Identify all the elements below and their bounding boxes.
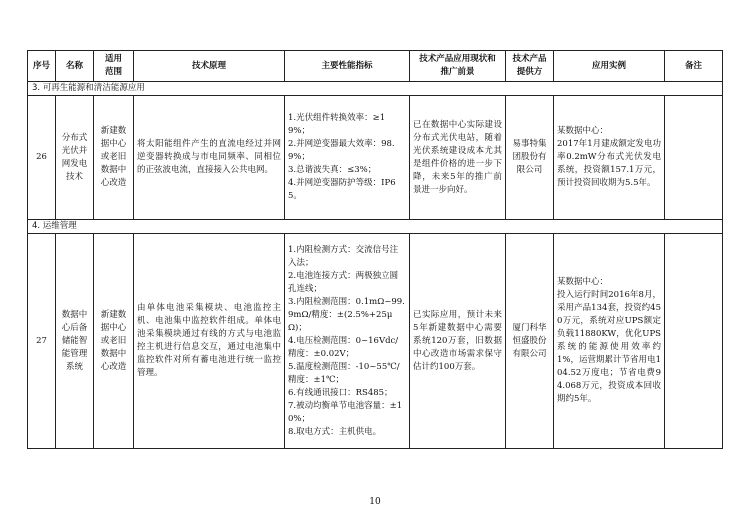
col-header-metrics: 主要性能指标 bbox=[285, 51, 410, 82]
metric-item: 4.并网逆变器防护等级：IP65。 bbox=[288, 178, 396, 201]
metric-item: 7.被动均衡单节电池容量：±10%； bbox=[288, 400, 403, 424]
metric-item: 8.取电方式：主机供电。 bbox=[288, 426, 382, 437]
metric-item: 6.有线通讯接口：RS485； bbox=[288, 387, 393, 398]
metric-item: 1.内阻检测方式：交流信号注入法； bbox=[288, 244, 399, 268]
col-header-example: 应用实例 bbox=[554, 51, 665, 82]
col-header-scope: 适用 范围 bbox=[94, 51, 134, 82]
section-title: 3. 可再生能源和清洁能源应用 bbox=[28, 82, 723, 96]
col-header-status: 技术产品应用现状和 推广前景 bbox=[410, 51, 506, 82]
example-line: 某数据中心： bbox=[557, 126, 609, 136]
tech-principle: 将太阳能组件产生的直流电经过并网逆变器转换成与市电同频率、同相位的正弦波电流，直接接入公共电网。 bbox=[134, 96, 285, 220]
row-number: 26 bbox=[28, 96, 56, 220]
example-line: 投入运行时间2016年8月，采用产品134套，投资约450万元，系统对应UPS额定负载11880KW，优化UPS系统的能源使用效率约1%，运营期累计节省用电104.52万度电；节省电费94.068万元，投资成本回收期约5年。 bbox=[557, 290, 661, 404]
tech-name: 数据中心后备储能智能管理系统 bbox=[56, 234, 94, 449]
header-row bbox=[28, 51, 723, 82]
metric-item: 4.电压检测范围：0~16Vdc/精度：±0.02V； bbox=[288, 335, 399, 359]
example-line: 某数据中心： bbox=[557, 277, 609, 287]
tech-scope: 新建数据中心或老旧数据中心改造 bbox=[94, 96, 134, 220]
tech-name: 分布式光伏并网发电技术 bbox=[56, 96, 94, 220]
tech-example bbox=[554, 234, 665, 449]
col-header-name: 名称 bbox=[56, 51, 94, 82]
tech-principle: 由单体电池采集模块、电池监控主机、电池集中监控软件组成。单体电池采集模块通过有线的方式与电池监控主机进行信息交互，通过电池集中监控软件对所有蓄电池进行统一监控管理。 bbox=[134, 234, 285, 449]
tech-status: 已实际应用，预计未来5年新建数据中心需要系统120万套，旧数据中心改造市场需求保守估计约100万套。 bbox=[410, 234, 506, 449]
table-row bbox=[28, 96, 723, 220]
tech-note bbox=[665, 234, 723, 449]
tech-note bbox=[665, 96, 723, 220]
tech-scope: 新建数据中心或老旧数据中心改造 bbox=[94, 234, 134, 449]
row-number: 27 bbox=[28, 234, 56, 449]
metric-item: 2.电池连接方式：两极独立圆孔连线； bbox=[288, 270, 399, 294]
metric-item: 2.并网逆变器最大效率：98.9%； bbox=[288, 139, 395, 162]
tech-provider: 厦门科华恒盛股份有限公司 bbox=[506, 234, 554, 449]
col-header-provider: 技术产品 提供方 bbox=[506, 51, 554, 82]
col-header-note: 备注 bbox=[665, 51, 723, 82]
metric-item: 5.温度检测范围：-10~55℃/精度：±1℃； bbox=[288, 361, 400, 385]
tech-metrics bbox=[285, 234, 410, 449]
table-row bbox=[28, 234, 723, 449]
col-header-no: 序号 bbox=[28, 51, 56, 82]
tech-example bbox=[554, 96, 665, 220]
tech-status: 已在数据中心实际建设分布式光伏电站，随着光伏系统建设成本尤其是组件价格的进一步下降，未来5年的推广前景进一步向好。 bbox=[410, 96, 506, 220]
example-line: 2017年1月建成额定发电功率0.2mW分布式光伏发电系统，投资额157.1万元，预计投资回收期为5.5年。 bbox=[557, 139, 661, 188]
col-header-principle: 技术原理 bbox=[134, 51, 285, 82]
metric-item: 1.光伏组件转换效率：≥19%； bbox=[288, 113, 386, 136]
metric-item: 3.总谐波失真：≤3%； bbox=[288, 165, 377, 175]
metric-item: 3.内阻检测范围：0.1mΩ~99.9mΩ/精度：±(2.5%+25μΩ)； bbox=[288, 296, 405, 333]
section-title: 4. 运维管理 bbox=[28, 220, 723, 234]
tech-metrics bbox=[285, 96, 410, 220]
page-number: 10 bbox=[369, 497, 381, 507]
technology-table bbox=[27, 50, 723, 449]
section-row bbox=[28, 82, 723, 96]
section-row bbox=[28, 220, 723, 234]
tech-provider: 易事特集团股份有限公司 bbox=[506, 96, 554, 220]
